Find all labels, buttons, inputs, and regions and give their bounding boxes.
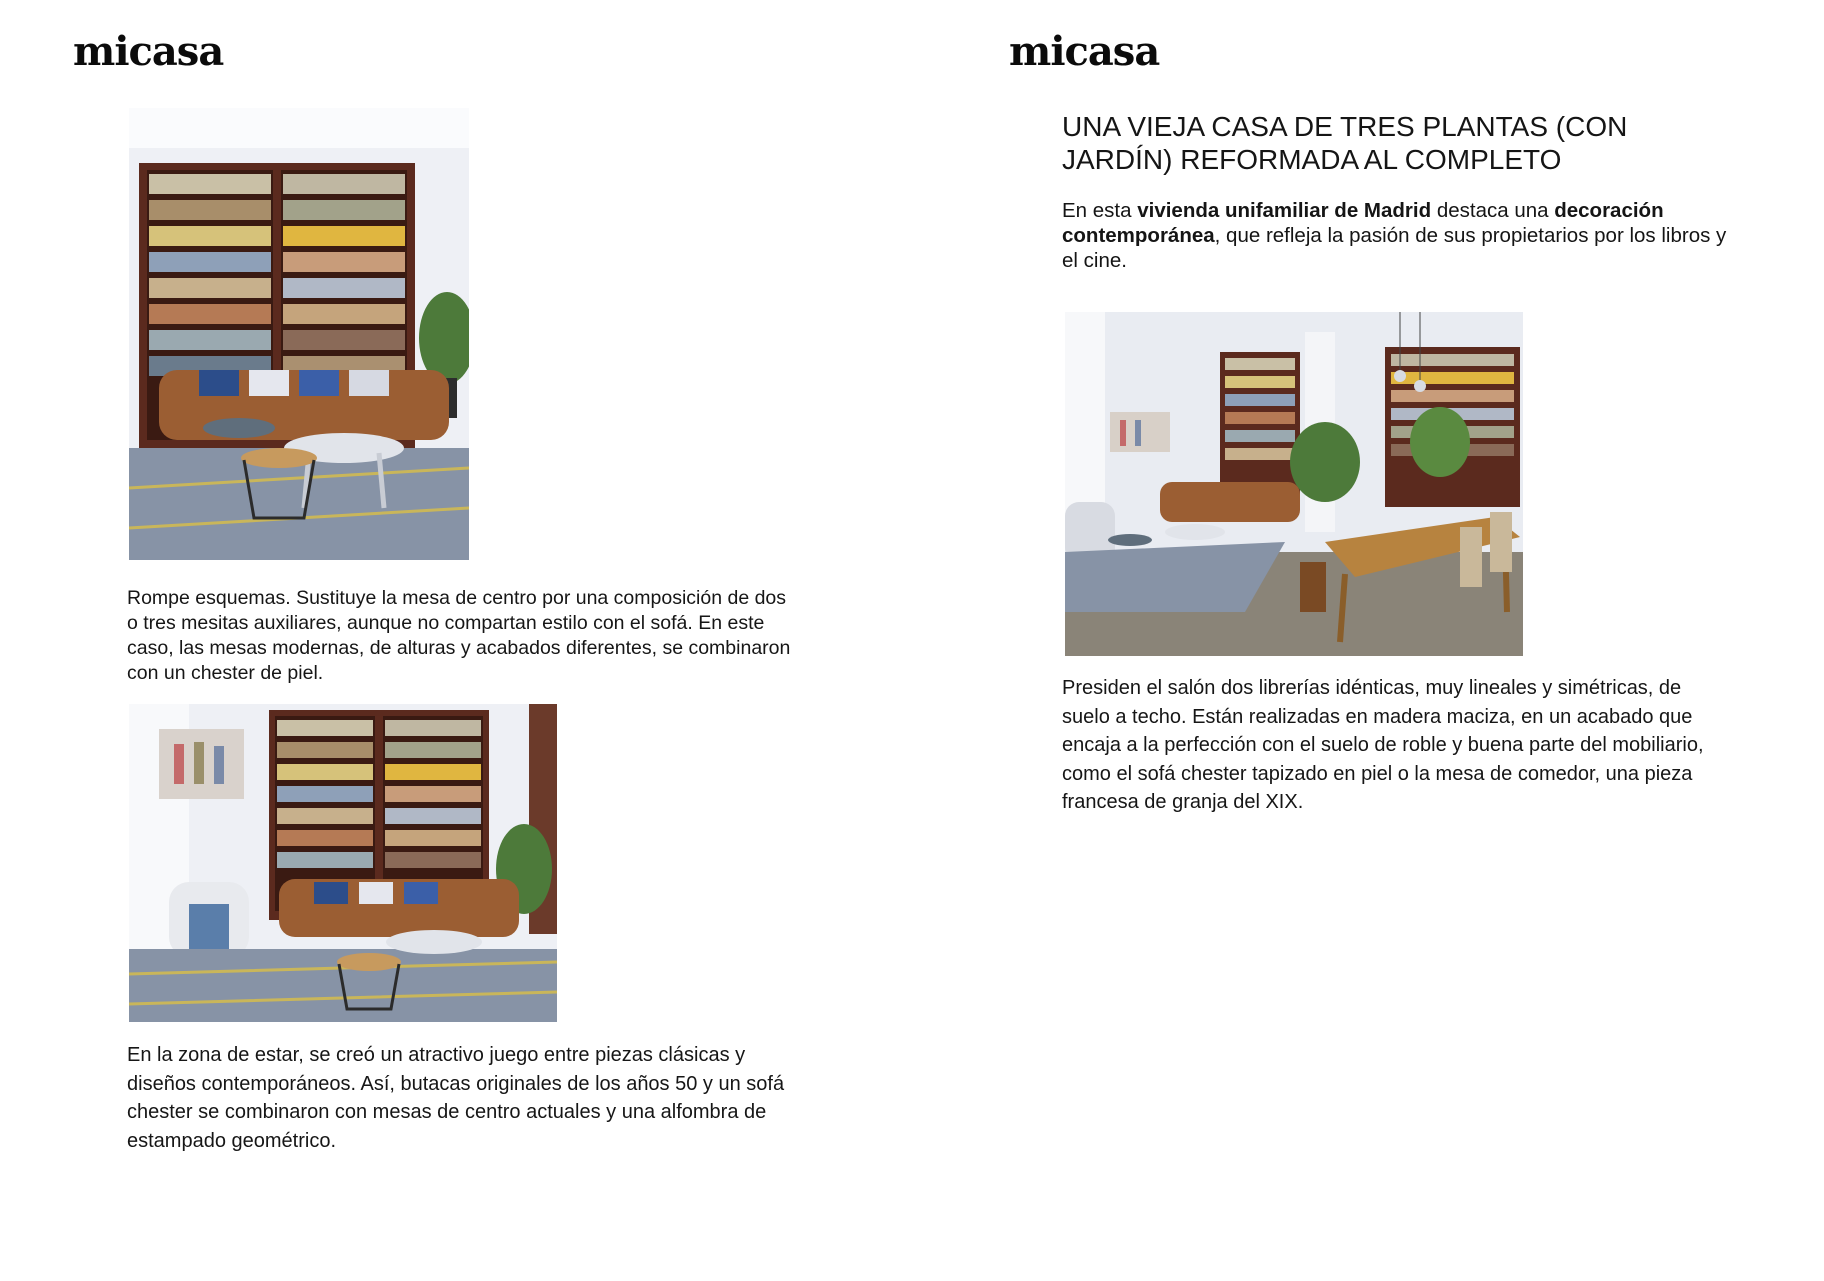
photo-living-area bbox=[129, 704, 557, 1022]
magazine-logo-right: micasa bbox=[1009, 28, 1160, 75]
intro-bold-1: vivienda unifamiliar de Madrid bbox=[1137, 199, 1432, 222]
caption-mesitas: Rompe esquemas. Sustituye la mesa de centro por una composición de dos o tres mesitas auxiliares, aunque no compartan estilo con el sofá. En este caso, las mesas modernas, de alturas y acabados diferentes, se combinaron con un chester de piel. bbox=[127, 587, 791, 684]
article-intro bbox=[1062, 198, 1732, 273]
caption-zona-estar: En la zona de estar, se creó un atractivo juego entre piezas clásicas y diseños contemporáneos. Así, butacas originales de los años 50 y un sofá chester se combinaron con mesas de centro actuales y una alfombra de estampado geométrico. bbox=[127, 1044, 785, 1152]
magazine-logo-left: micasa bbox=[73, 28, 224, 75]
intro-bold-2: decoración contemporánea bbox=[1062, 199, 1664, 247]
intro-text-1: En esta bbox=[1062, 199, 1138, 222]
photo-salon-comedor bbox=[1065, 312, 1523, 656]
intro-text-3: , que refleja la pasión de sus propietarios por los libros y el cine. bbox=[1062, 224, 1727, 272]
intro-text-2: destaca una bbox=[1431, 199, 1555, 222]
photo-bookcase-sofa bbox=[129, 108, 469, 560]
caption-librerias: Presiden el salón dos librerías idénticas, muy lineales y simétricas, de suelo a techo. Están realizadas en madera maciza, en un acabado que encaja a la perfección con el suelo de roble y buena parte del mobiliario, como el sofá chester tapizado en piel o la mesa de comedor, una pieza francesa de granja del XIX. bbox=[1062, 677, 1704, 813]
article-title: UNA VIEJA CASA DE TRES PLANTAS (CON JARDÍN) REFORMADA AL COMPLETO bbox=[1062, 111, 1628, 175]
